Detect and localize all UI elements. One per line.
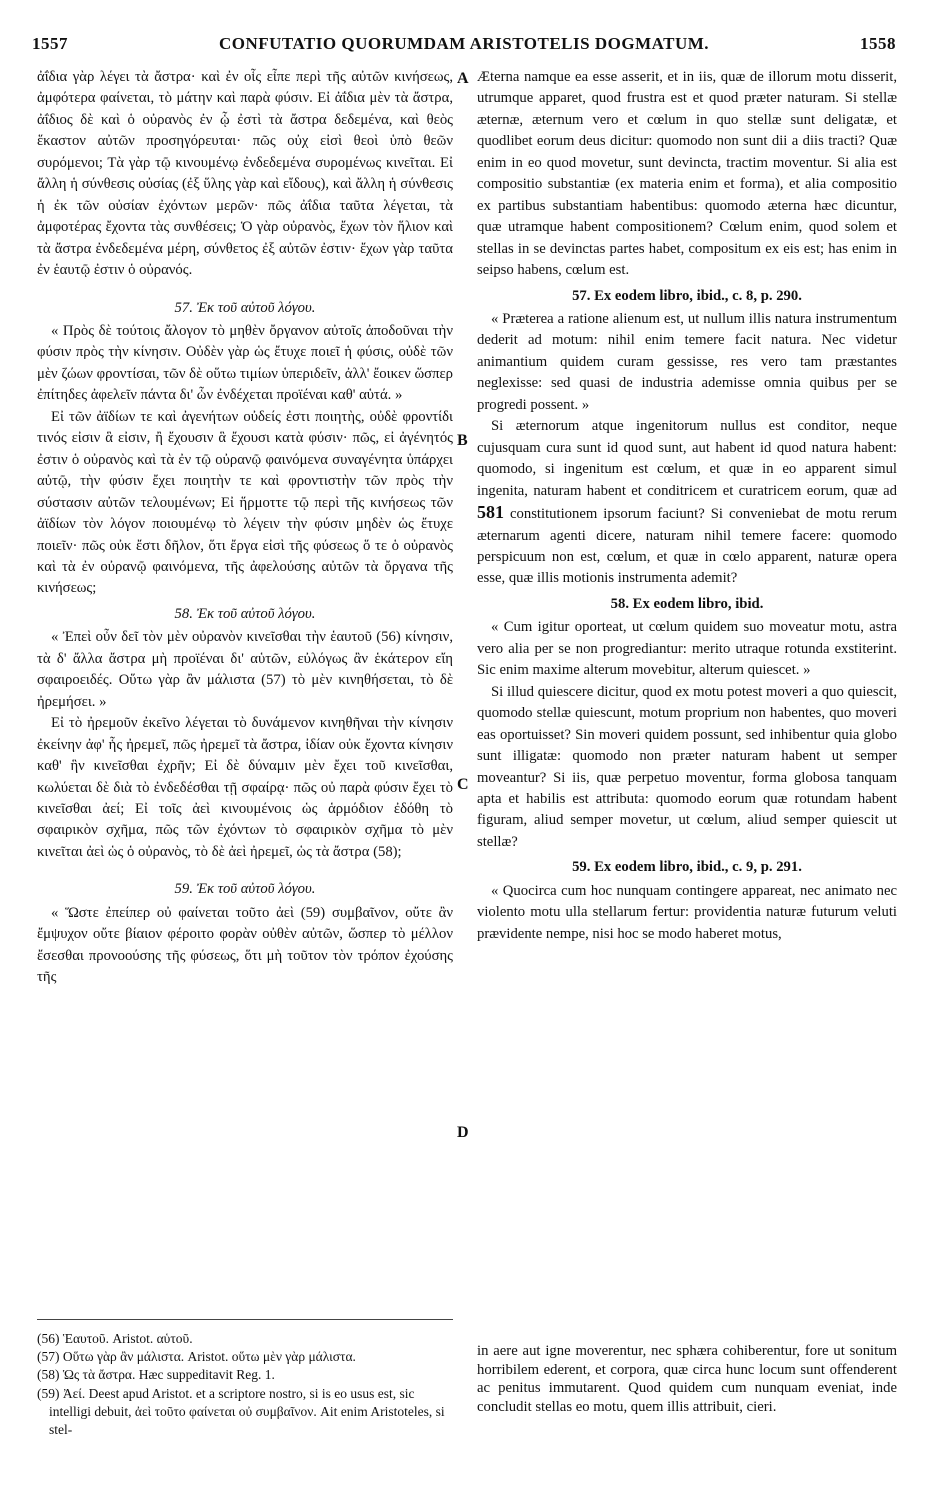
margin-letter-b: B xyxy=(457,432,468,449)
greek-paragraph-2: « Πρὸς δὲ τούτοις ἄλογον τὸ μηθὲν ὄργανον αὐτοῖς ἀποδοῦναι τὴν φύσιν πρὸς τὴν κίνησιν. Οὐδὲν γὰρ ὡς ἔτυχε ποιεῖ ἡ φύσις, οὐδὲ τῶν μὲν ζώων φροντίσαι, τῶν δὲ οὕτω τιμίων ὑπεριδεῖν, ἀλλ' ἔοικεν ὥσπερ ἐπίτηδες ἀφελεῖν πάντα δι' ὧν ἐνδέχεται προϊέναι καθ' αὑτά. » xyxy=(37,322,453,404)
page-number-left: 1557 xyxy=(32,34,68,53)
greek-paragraph-4: « Ἐπεὶ οὖν δεῖ τὸν μὲν οὐρανὸν κινεῖσθαι τὴν ἑαυτοῦ (56) κίνησιν, τὰ δ' ἄλλα ἄστρα μὴ προϊέναι δι' αὑτῶν, εὐλόγως ἂν ἑκάτερον εἴη σφαιροειδές. Οὕτω γὰρ ἂν μάλιστα (57) τὸ μὲν κινηθήσεται, τὸ δὲ ἠρεμήσει. » xyxy=(37,629,453,710)
footnote-57: (57) Οὕτω γὰρ ἂν μάλιστα. Aristot. οὕτω μὲν γὰρ μάλιστα. xyxy=(37,1349,356,1365)
greek-heading-57: 57. Ἐκ τοῦ αὐτοῦ λόγου. xyxy=(174,299,316,316)
latin-paragraph-5: Si illud quiescere dicitur, quod ex motu potest moveri a quo quiescit, quomodo stellæ quiescunt, motum proprium non habentes, quo moveri eas oportuisset? Sin moveri quidem possunt, sed inhibentur quia globo sunt illigatæ: quomodo non præter naturam habent ut semper moveantur? Si iis, quæ perpetuo moventur, forma globosa tanquam apta et habilis est attributa: quomodo eorum quæ rotundam habent figuram, aliud semper movetur, ut cœlum, aliud semper quiescit ut stellæ? xyxy=(477,683,897,850)
footnote-58: (58) Ὡς τὰ ἄστρα. Hæc suppeditavit Reg. 1. xyxy=(37,1367,275,1383)
latin-paragraph-1: Æterna namque ea esse asserit, et in iis, quæ de illorum motu disserit, utrumque apparet, quod frustra est et quod præter naturam. Si stellæ æternæ, æternum vero et cœlum in quo stellæ sunt deligatæ, et quodlibet eorum deus dicitur: quomodo non sunt dii a diis tracti? Quæ enim in eo quod movetur, sunt devincta, tractim moventur. Si alia est compositio substantiæ (ex materia enim et forma), et alia compositio ex partibus substantiam habentibus: quomodo æterna hæc dicuntur, quæ utramque habent compositionem? Cœlum enim, quod solem et stellas in se devinctas partes habet, compositum ex eis est; has enim in seipso habens, cœlum est. xyxy=(477,69,897,279)
latin-heading-57: 57. Ex eodem libro, ibid., c. 8, p. 290. xyxy=(572,287,802,304)
greek-heading-58: 58. Ἐκ τοῦ αὐτοῦ λόγου. xyxy=(174,605,316,622)
latin-heading-58: 58. Ex eodem libro, ibid. xyxy=(610,595,764,612)
footnote-59: (59) Ἀεί. Deest apud Aristot. et a scriptore nostro, si is eo usus est, sic intelligi debuit, ἀεὶ τοῦτο φαίνεται οὐ συμβαῖνον. Ait enim Aristoteles, si stel- xyxy=(37,1385,445,1438)
latin-continuation xyxy=(477,1342,897,1416)
greek-column xyxy=(37,67,453,989)
latin-paragraph-3: Si æternorum atque ingenitorum nullus est conditor, neque cujusquam cura sunt id quod sunt, aut habent id quod natura habent: quomodo, si ingenitum est cœlum, et quæ in eo apparent simul ingenita, naturam habent et conditricem et curatricem eorum, quæ ad 581 constitutionem ipsorum faciunt? Si conveniebat de motu rerum æternarum agenti dicere, naturam nihil temere facere: quomodo perspicuum non est, cœlum, et quæ in cœlo apparent, naturæ opera esse, quæ illis motionis instrumenta ademit? xyxy=(477,418,898,587)
footnotes xyxy=(37,1330,453,1439)
margin-letter-d: D xyxy=(457,1124,469,1141)
latin-heading-59: 59. Ex eodem libro, ibid., c. 9, p. 291. xyxy=(572,859,802,876)
latin-paragraph-2: « Præterea a ratione alienum est, ut nullum illis natura instrumentum dederit ad motum: nihil enim temere facit natura. Nec videtur animantium quidem curam gessisse, res vero tam præstantes neglexisse: sed quasi de industria ademisse omnia quibus per se progredi possent. » xyxy=(477,310,897,413)
column-number: 581 xyxy=(477,502,504,523)
running-title: CONFUTATIO QUORUMDAM ARISTOTELIS DOGMATUM. xyxy=(218,34,710,53)
greek-heading-59: 59. Ἐκ τοῦ αὐτοῦ λόγου. xyxy=(174,881,316,898)
page-number-right: 1558 xyxy=(860,34,896,53)
greek-paragraph-1: ἀΐδια γὰρ λέγει τὰ ἄστρα· καὶ ἐν οἷς εἶπε περὶ τῆς αὐτῶν κινήσεως, ἀμφότερα φαίνεται, τὸ μάτην καὶ παρὰ φύσιν. Εἰ ἀΐδια μὲν τὰ ἄστρα, ἀΐδιος δὲ καὶ ὁ οὐρανὸς ἐν ᾧ ἐστὶ τὰ ἄστρα δεδεμένα, καὶ θεὸς ἕκαστον αὐτῶν προσηγόρευται· πῶς οὐχ εἰσὶ θεοὶ ὑπὸ θεῶν συρόμενοι; Τὰ γὰρ τῷ κινουμένῳ ἐνδεδεμένα συρομένως κινεῖται. Εἰ ἄλλη ἡ σύνθεσις οὐσίας (ἐξ ὕλης γὰρ καὶ εἴδους), καὶ ἄλλη ἡ σύνθεσις ἡ ἐκ τῶν οὐσίαν ἐχόντων μερῶν· πῶς ἀΐδια ταῦτα λέγεται, τὰ ἀμφοτέρας ἔχοντα τὰς συνθέσεις; Ὁ γὰρ οὐρανὸς, ἔχων τὸν ἥλιον καὶ τὰ ἄστρα ἐνδεδεμένα μέρη, σύνθετος ἐξ αὐτῶν ἐστιν· ἔχων γὰρ ταῦτα ἐν ἑαυτῷ ἐστιν ὁ οὐρανός. xyxy=(37,69,453,279)
latin-paragraph-7: in aere aut igne moverentur, nec sphæra cohiberentur, fore ut sonitum horribilem ederent, et corpora, quæ circa hunc locum sunt offenderent ac penitus immutarent. Quod quidem cum nunquam eveniat, inde concludit stellas eo motu, quem illis attribuit, cieri. xyxy=(477,1343,897,1415)
margin-letter-c: C xyxy=(457,776,469,793)
greek-paragraph-5: Εἰ τὸ ἠρεμοῦν ἐκεῖνο λέγεται τὸ δυνάμενον κινηθῆναι τὴν κίνησιν ἐκείνην ἀφ' ἧς ἠρεμεῖ, πῶς ἠρεμεῖ τὰ ἄστρα, ἰδίαν οὐκ ἔχοντα κίνησιν καθ' ἣν κινεῖσθαι ἐχρῆν; Εἰ δὲ δύναμιν μὲν ἔχει τοῦ κινεῖσθαι, κωλύεται δὲ διὰ τὸ ἐνδεδέσθαι τῇ σφαίρᾳ· πῶς οὐ παρὰ φύσιν ἔχει τὸ κινεῖσθαι ἀεί; Εἰ τοῖς ἀεὶ κινουμένοις ὡς ἁρμόδιον ἐδόθη τὸ σφαιρικὸν σχῆμα, πῶς τῶν ἐχόντων τὸ σφαιρικὸν σχῆμα τὸ μὲν κινεῖται ἀεὶ ὡς ὁ οὐρανὸς, τὸ δὲ ἀεὶ ἠρεμεῖ, ὡς τὰ ἄστρα (58); xyxy=(37,715,453,860)
footnote-56: (56) Ἑαυτοῦ. Aristot. αὑτοῦ. xyxy=(37,1331,193,1346)
greek-paragraph-6: « Ὥστε ἐπείπερ οὐ φαίνεται τοῦτο ἀεὶ (59) συμβαῖνον, οὔτε ἂν ἔμψυχον οὔτε βίαιον φέροιτο φορὰν οὐθὲν αὐτῶν, ὥσπερ τὸ μέλλον ἔσεσθαι προνοούσης τῆς φύσεως, ὅτι μὴ τοῦτον τὸν τρόπον ἐχούσης τῆς xyxy=(37,904,453,986)
latin-column xyxy=(477,67,897,945)
running-header xyxy=(32,34,896,56)
footnote-rule xyxy=(37,1319,453,1320)
latin-paragraph-6: « Quocirca cum hoc nunquam contingere appareat, nec animato nec violento motu ulla stellarum fertur: providentia naturæ futurum veluti prævidente nempe, nisi hoc se modo haberet motus, xyxy=(477,882,897,942)
latin-paragraph-4: « Cum igitur oporteat, ut cœlum quidem suo moveatur motu, astra vero alia per se non progrediantur: merito utraque rotunda exstiterint. Sic enim maxime alterum movebitur, alterum quiescet. » xyxy=(477,619,897,679)
greek-paragraph-3: Εἰ τῶν ἀϊδίων τε καὶ ἀγενήτων οὐδείς ἐστι ποιητὴς, οὐδὲ φροντίδι τινός εἰσιν ἃ εἰσιν, ἢ ἔχουσιν ἃ ἔχουσι κατὰ φύσιν· πῶς, εἰ ἀγένητός ἐστιν ὁ οὐρανὸς καὶ τὰ ἐν τῷ οὐρανῷ φαινόμενα συναγένητα ὑπάρχει αὐτῷ, τὴν φύσιν ἔχει ποιητὴν τε καὶ φροντιστὴν τῶν πρὸς τὴν σύστασιν αὐτῶν τελουμένων; Εἰ ἥρμοττε τῷ περὶ τῆς κινήσεως τῶν ἀϊδίων τὸν λόγον ποιουμένῳ τὸ λέγειν τὴν φύσιν μηδὲν ὡς ἔτυχε ποιεῖν· πῶς οὐκ ἔστι δῆλον, ὅτι ἔργα εἰσὶ τῆς φύσεως ὅ τε ὁ οὐρανὸς καὶ τὰ ἐν οὐρανῷ φαινόμενα, τῆς ἀφελούσης αὐτῶν τὰ ὄργανα τῆς κινήσεως; xyxy=(37,408,453,597)
margin-letter-a: A xyxy=(457,70,469,87)
